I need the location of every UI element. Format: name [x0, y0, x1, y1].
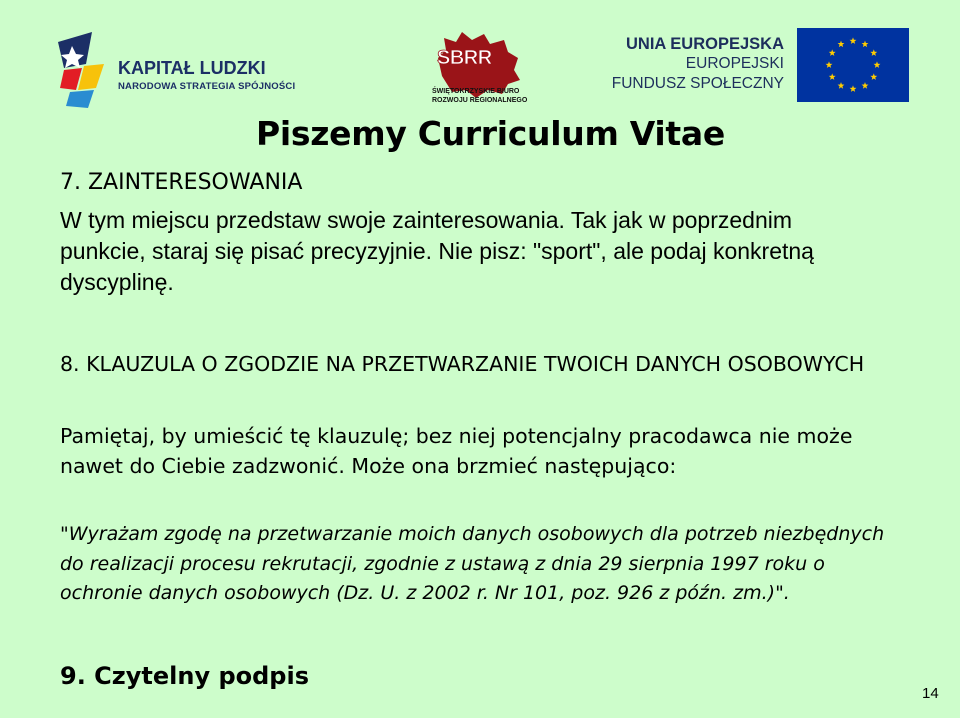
eu-text-block — [612, 34, 784, 94]
section-9-heading: 9. Czytelny podpis — [60, 662, 309, 690]
section-8-body: Pamiętaj, by umieścić tę klauzulę; bez niej potencjalny pracodawca nie może nawet do Ciebie zadzwonić. Może ona brzmieć następująco: — [60, 424, 853, 478]
page-number: 14 — [922, 685, 939, 702]
eu-line3: FUNDUSZ SPOŁECZNY — [611, 75, 784, 92]
section-7-body: W tym miejscu przedstaw swoje zainteresowania. Tak jak w poprzednim punkcie, staraj się pisać precyzyjnie. Nie pisz: "sport", ale podaj konkretną dyscyplinę. — [60, 207, 814, 295]
sbrr-line2: ROZWOJU REGIONALNEGO — [432, 97, 528, 104]
eu-line1: UNIA EUROPEJSKA — [626, 35, 784, 53]
kapital-ludzki-subtitle: NARODOWA STRATEGIA SPÓJNOŚCI — [118, 81, 296, 92]
section-8-quote: "Wyrażam zgodę na przetwarzanie moich danych osobowych dla potrzeb niezbędnych do realizacji procesu rekrutacji, zgodnie z ustawą z dnia 29 sierpnia 1997 roku o ochronie danych osobowych (Dz. U. z 2002 r. Nr 101, poz. 926 z późn. zm.)". — [60, 523, 885, 604]
page-title: Piszemy Curriculum Vitae — [256, 114, 725, 153]
section-7-heading: 7. ZAINTERESOWANIA — [60, 170, 303, 195]
kapital-ludzki-title: KAPITAŁ LUDZKI — [118, 58, 266, 78]
sbrr-line1: ŚWIĘTOKRZYSKIE BIURO — [432, 88, 520, 95]
section-8-heading: 8. KLAUZULA O ZGODZIE NA PRZETWARZANIE TWOICH DANYCH OSOBOWYCH — [60, 352, 865, 376]
eu-line2: EUROPEJSKI — [685, 55, 784, 72]
eu-flag-icon — [797, 28, 909, 102]
sbrr-mark: SBRR — [437, 47, 492, 69]
